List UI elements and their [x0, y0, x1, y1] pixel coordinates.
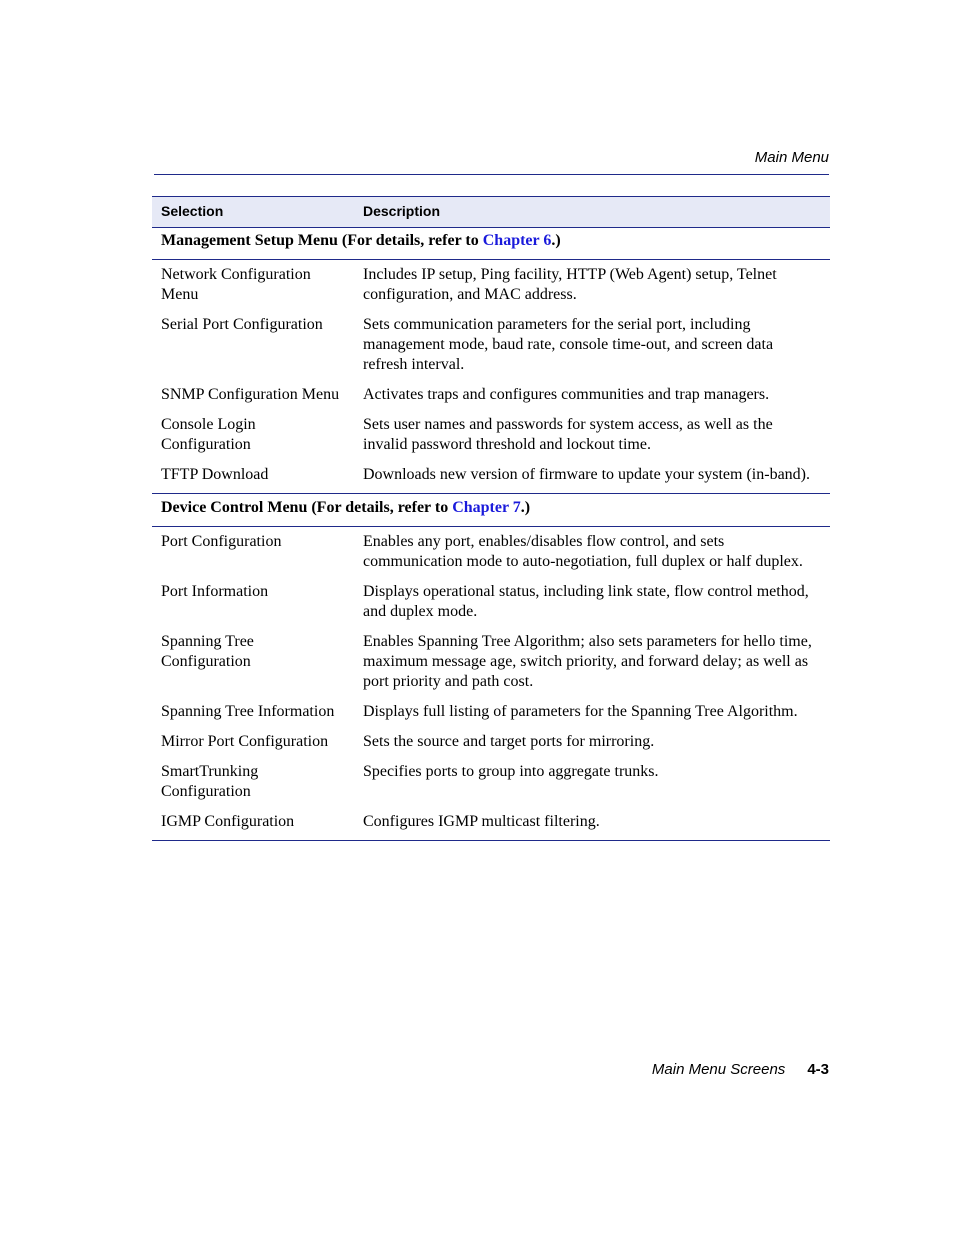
row-selection: Mirror Port Configuration [161, 733, 329, 750]
row-selection: SNMP Configuration Menu [161, 386, 340, 403]
row-selection: Port Configuration [161, 533, 282, 550]
row-description: Specifies ports to group into aggregate trunks. [363, 763, 659, 780]
running-head-title: Main Menu [754, 149, 829, 166]
table-row [152, 385, 830, 415]
menu-table-container [152, 196, 830, 841]
column-header-description: Description [354, 197, 830, 228]
header-rule [154, 174, 829, 175]
row-selection: IGMP Configuration [152, 812, 354, 841]
row-selection: Serial Port Configuration [161, 316, 323, 333]
section-title-suffix: .) [551, 232, 561, 249]
table-row [152, 465, 830, 494]
row-description: Enables Spanning Tree Algorithm; also sets parameters for hello time, maximum message age, switch priority, and forward delay; as well as port priority and path cost. [363, 633, 812, 690]
row-description: Downloads new version of firmware to update your system (in-band). [363, 466, 810, 483]
row-description: Displays full listing of parameters for the Spanning Tree Algorithm. [363, 703, 798, 720]
table-row [152, 762, 830, 812]
row-description: Sets communication parameters for the serial port, including management mode, baud rate, console time-out, and screen data refresh interval. [363, 316, 774, 373]
row-selection: Console Login Configuration [161, 416, 256, 453]
row-selection: Spanning Tree Configuration [161, 633, 254, 670]
table-row [152, 260, 830, 316]
table-row [152, 415, 830, 465]
row-description: Sets the source and target ports for mirroring. [363, 733, 655, 750]
column-header-selection: Selection [152, 197, 354, 228]
row-description: Includes IP setup, Ping facility, HTTP (Web Agent) setup, Telnet configuration, and MAC address. [363, 266, 777, 303]
table-row [152, 812, 830, 841]
row-description: Configures IGMP multicast filtering. [354, 812, 830, 841]
row-selection: TFTP Download [161, 466, 269, 483]
section-title-text: Device Control Menu (For details, refer to [161, 499, 453, 516]
section-header-device-control [152, 494, 830, 527]
table-row [152, 632, 830, 702]
row-description: Enables any port, enables/disables flow control, and sets communication mode to auto-negotiation, full duplex or half duplex. [363, 533, 803, 570]
row-selection: Port Information [161, 583, 269, 600]
table-row [152, 582, 830, 632]
section-title-suffix: .) [520, 499, 531, 516]
table-row [152, 315, 830, 385]
row-selection: Network Configuration Menu [161, 266, 311, 303]
section-title-text: Management Setup Menu (For details, refer to [161, 232, 483, 249]
page-footer [652, 1061, 829, 1078]
table-row [152, 732, 830, 762]
chapter-7-link[interactable]: Chapter 7 [452, 499, 521, 516]
section-title [152, 228, 830, 260]
row-description: Displays operational status, including link state, flow control method, and duplex mode. [363, 583, 809, 620]
section-title [152, 494, 830, 527]
chapter-6-link[interactable]: Chapter 6 [482, 232, 552, 249]
row-selection: Spanning Tree Information [161, 703, 335, 720]
section-header-management-setup [152, 228, 830, 260]
page-number: 4-3 [807, 1061, 829, 1078]
table-row [152, 527, 830, 583]
menu-table [152, 196, 830, 841]
table-row [152, 702, 830, 732]
table-header-row [152, 197, 830, 228]
row-description: Activates traps and configures communities and trap managers. [363, 386, 770, 403]
row-description: Sets user names and passwords for system access, as well as the invalid password threshold and lockout time. [363, 416, 773, 453]
row-selection: SmartTrunking Configuration [161, 763, 259, 800]
footer-title: Main Menu Screens [651, 1061, 786, 1078]
